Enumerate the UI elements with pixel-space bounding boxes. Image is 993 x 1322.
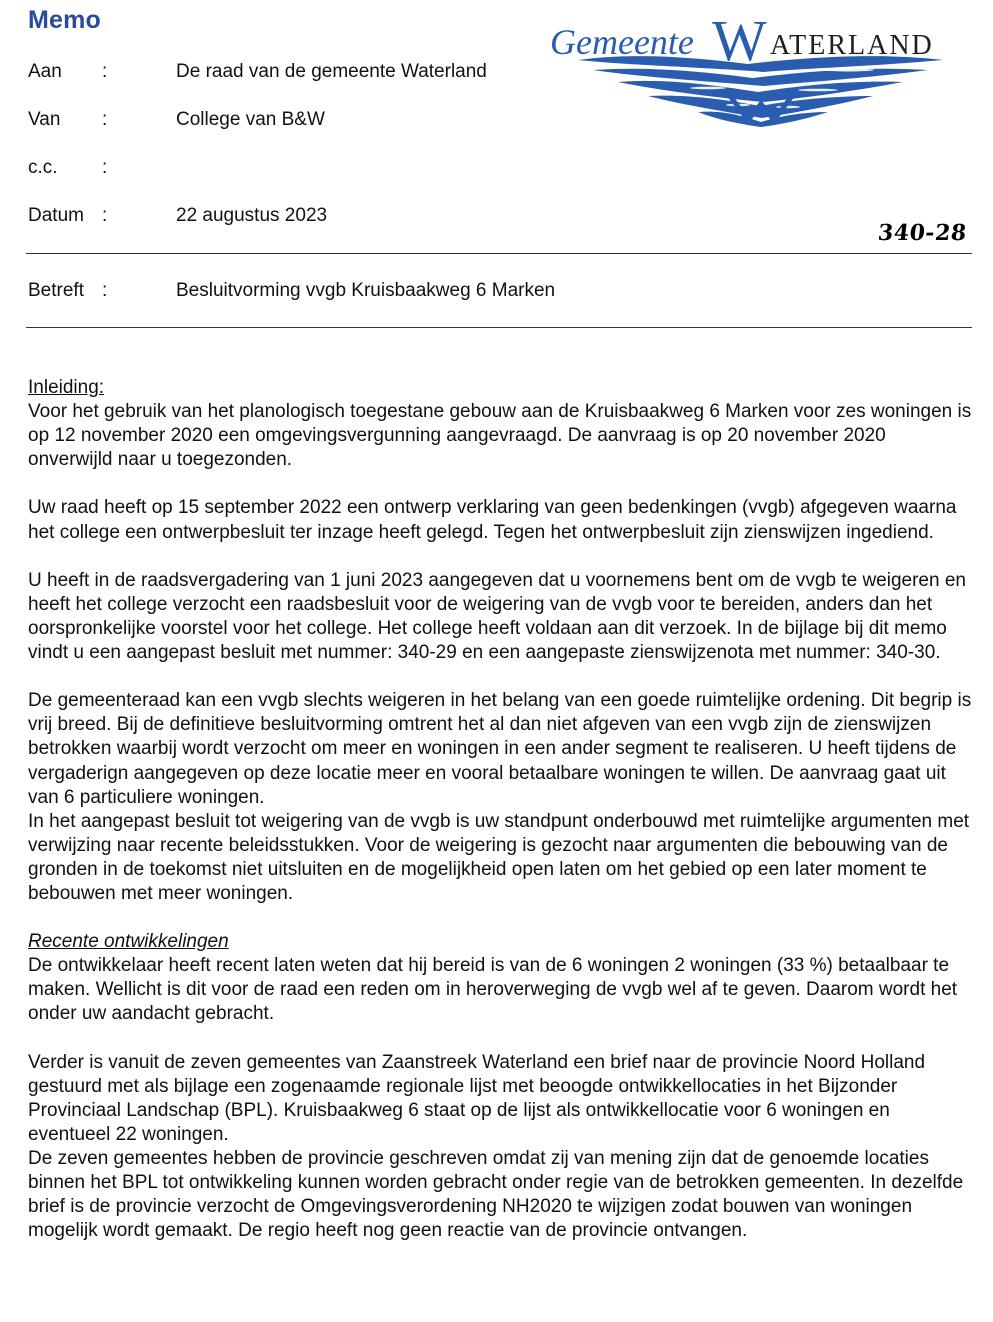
logo-word-aterland: ATERLAND: [770, 30, 934, 61]
gemeente-waterland-logo: [548, 8, 968, 128]
header-colon: :: [102, 280, 108, 301]
header-label: Aan: [28, 61, 62, 82]
paragraph: U heeft in de raadsvergadering van 1 juni 2023 aangegeven dat u voornemens bent om de vvgb te weigeren en heeft het college verzocht een raadsbesluit voor de weigering van de vvgb voor te bereiden, anders dan het oorspronkelijke voorstel voor het college. Het college heeft voldaan aan dit verzoek. In de bijlage bij dit memo vindt u een aangepast besluit met nummer: 340-29 en een aangepaste zienswijzenota met nummer: 340-30.: [28, 569, 966, 664]
paragraph: Voor het gebruik van het planologisch toegestane gebouw aan de Kruisbaakweg 6 Marken voor zes woningen is op 12 november 2020 een omgevingsvergunning aangevraagd. De aanvraag is op 20 november 2020 onverwijld naar u toegezonden.: [28, 401, 972, 471]
memo-body: [28, 376, 973, 1243]
recent-developments-heading: Recente ontwikkelingen: [28, 931, 229, 953]
header-label: Betreft: [28, 280, 84, 301]
header-value: College van B&W: [176, 109, 325, 130]
paragraph: De ontwikkelaar heeft recent laten weten dat hij bereid is van de 6 woningen 2 woningen (33 %) betaalbaar te maken. Wellicht is dit voor de raad een reden om in heroverweging de vvgb wel af te geven. Daarom wordt het onder uw aandacht gebracht.: [28, 955, 958, 1025]
logo-word-gemeente: Gemeente: [550, 22, 694, 62]
header-label: Van: [28, 109, 61, 130]
paragraph: De zeven gemeentes hebben de provincie geschreven omdat zij van mening zijn dat de genoemde locaties binnen het BPL tot ontwikkeling kunnen worden gebracht onder regie van de betrokken gemeenten. In dezelfde brief is de provincie verzocht de Omgevingsverordening NH2020 te wijzigen zodat bouwen van woningen mogelijk wordt gemaakt. De regio heeft nog geen reactie van de provincie ontvangen.: [28, 1148, 964, 1242]
logo-big-w: W: [712, 8, 767, 73]
header-colon: :: [102, 61, 108, 82]
header-colon: :: [102, 157, 108, 178]
paragraph: Verder is vanuit de zeven gemeentes van Zaanstreek Waterland een brief naar de provincie Noord Holland gestuurd met als bijlage een zogenaamde regionale lijst met beoogde ontwikkellocaties in het Bijzonder Provinciaal Landschap (BPL). Kruisbaakweg 6 staat op de lijst als ontwikkellocatie voor 6 woningen en eventueel 22 woningen.: [28, 1051, 926, 1145]
header-value: De raad van de gemeente Waterland: [176, 61, 487, 82]
subject-divider: [26, 327, 972, 328]
memo-title: Memo: [28, 6, 102, 34]
header-divider: [26, 253, 972, 254]
document-number: 340-28: [876, 220, 969, 246]
header-colon: :: [102, 109, 108, 130]
paragraph: In het aangepast besluit tot weigering van de vvgb is uw standpunt onderbouwd met ruimtelijke argumenten met verwijzing naar recente beleidsstukken. Voor de weigering is gezocht naar argumenten die bebouwing van de gronden in de toekomst niet uitsluiten en de mogelijkheid open laten om het gebied op een later moment te bebouwen met meer woningen.: [28, 810, 970, 904]
header-label: Datum: [28, 205, 84, 226]
header-colon: :: [102, 205, 108, 226]
paragraph: De gemeenteraad kan een vvgb slechts weigeren in het belang van een goede ruimtelijke ordening. Dit begrip is vrij breed. Bij de definitieve besluitvorming omtrent het al dan niet afgeven van een vvgb zijn de zienswijzen betrokken waarbij wordt verzocht om meer en woningen in een ander segment te realiseren. U heeft tijdens de vergaderign aangegeven op deze locatie meer en vooral betaalbare woningen te willen. De aanvraag gaat uit van 6 particuliere woningen.: [28, 690, 972, 808]
paragraph: Uw raad heeft op 15 september 2022 een ontwerp verklaring van geen bedenkingen (vvgb) afgegeven waarna het college een ontwerpbesluit ter inzage heeft gelegd. Tegen het ontwerpbesluit zijn zienswijzen ingediend.: [28, 497, 957, 543]
header-value: 22 augustus 2023: [176, 205, 328, 226]
intro-heading: Inleiding:: [28, 377, 105, 398]
subject-value: Besluitvorming vvgb Kruisbaakweg 6 Marken: [176, 280, 556, 301]
header-label: c.c.: [28, 157, 58, 178]
